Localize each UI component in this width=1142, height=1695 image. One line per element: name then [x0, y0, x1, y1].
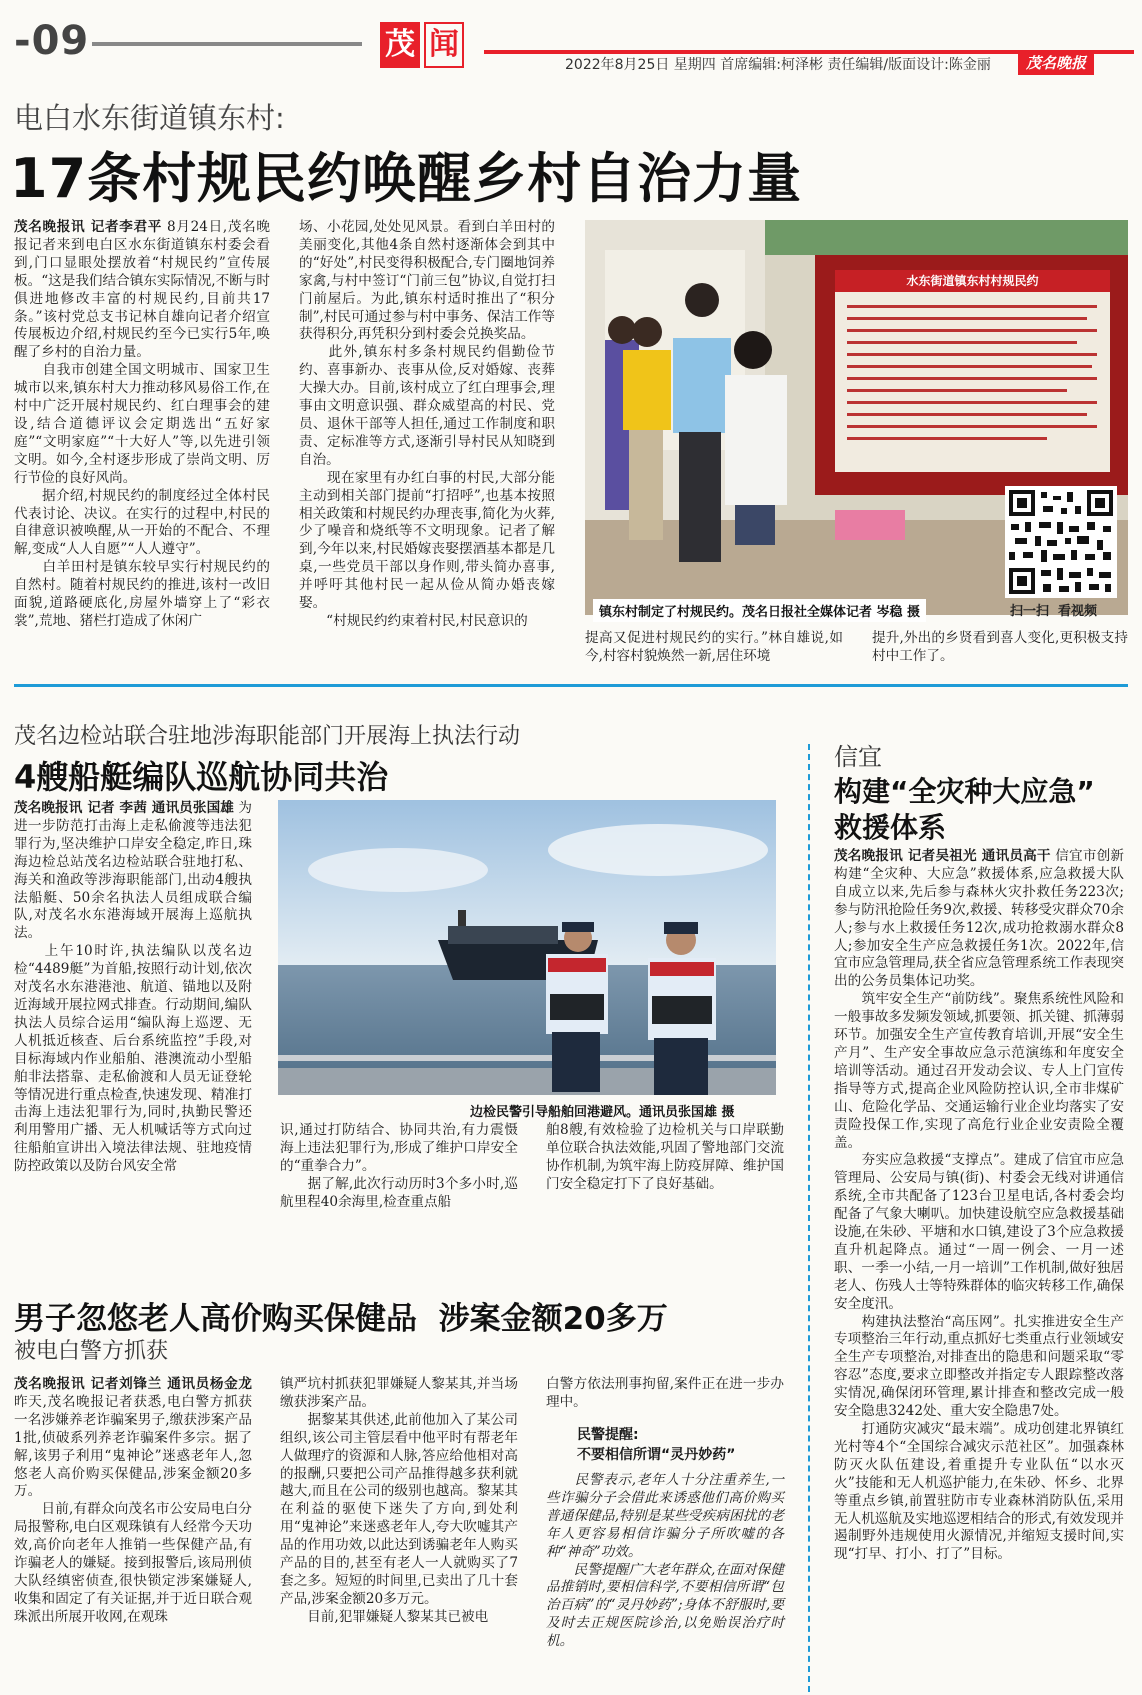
article1-divider — [14, 684, 1128, 687]
tip-body: 民警表示,老年人十分注重养生,一些诈骗分子会借此来诱惑他们高价购买普通保健品,特别是某些受疾病困扰的老年人更容易相信诈骗分子所吹嘘的各种“神奇”功效。 民警提醒广大老年群众,在面对保健品推销时,要相信科学,不要相信所谓“包治百病”的“灵丹妙药”;身体不舒服时,要及时去正规医院诊治,以免贻误治疗时机。 — [546, 1472, 784, 1650]
article2-col1: 茂名晚报讯 记者 李茜 通讯员张国雄 为进一步防范打击海上走私偷渡等违法犯罪行为,坚决维护口岸安全稳定,昨日,珠海边检总站茂名边检站联合驻地打私、海关和渔政等涉海职能部门,出动4艘执法船艇、50余名执法人员组成联合编队,对茂名水东港海域开展海上巡航执法。 上午10时许,执法编队以茂名边检“4489艇”为首船,按照行动计划,依次对茂名水东港港池、航道、锚地以及附近海域开展拉网式排查。行动期间,编队执法人员综合运用“编队海上巡逻、无人机抵近核查、后台系统监控”手段,对目标海域内作业船舶、港澳流动小型船舶非法搭靠、走私偷渡和人员无证登轮等情况进行重点检查,快速发现、精准打击海上违法犯罪行为,同时,执勤民警还利用警用广播、无人机喊话等方式向过往船舶宣讲出入境法律法规、驻地疫情防控政策以及防台风安全常 — [14, 800, 252, 1175]
byline: 茂名晚报讯 记者吴祖光 通讯员高干 — [834, 848, 1051, 864]
qr-caption: 扫一扫 看视频 — [1010, 604, 1098, 619]
article3-col2: 镇严坑村抓获犯罪嫌疑人黎某其,并当场缴获涉案产品。 据黎某其供述,此前他加入了某公司组织,该公司主管层看中他平时有帮老年人做理疗的资源和人脉,答应给他相对高的报酬,只要把公司产品推得越多获利就越大,而且在公司的级别也越高。黎某其在利益的驱使下迷失了方向,到处利用“鬼神论”来迷惑老年人,夸大吹嘘其产品的作用功效,以此达到诱骗老年人购买产品的目的,甚至有老人一人就购买了7套之多。短短的时间里,已卖出了几十套产品,涉案金额20多万元。 目前,犯罪嫌疑人黎某其已被电 — [280, 1376, 518, 1625]
photo1-caption: 镇东村制定了村规民约。茂名日报社全媒体记者 岑稳 摄 — [593, 599, 926, 622]
article4-body: 茂名晚报讯 记者吴祖光 通讯员高干 信宜市创新构建“全灾种、大应急”救援体系,应急救援大队自成立以来,先后参与森林火灾扑救任务223次;参与防汛抢险任务9次,救援、转移受灾群众70余人;参与水上救援任务12次,成功抢救溺水群众8人;参加安全生产应急救援任务1次。2022年,信宜市应急管理局,获全省应急管理系统工作表现突出的公务员集体记功奖。 筑牢安全生产“前防线”。聚焦系统性风险和一般事故多发频发领域,抓要领、抓关键、抓薄弱环节。加强安全生产宣传教育培训,开展“安全生产月”、生产安全事故应急示范演练和年度安全培训等活动。通过召开发动会议、专人上门宣传指导等方式,提高企业风险防控认识,全市非煤矿山、危险化学品、交通运输行业企业均落实了安责险投保工作,实现了高危行业企业安责险全覆盖。 夯实应急救援“支撑点”。建成了信宜市应急管理局、公安局与镇(街)、村委会无线对讲通信系统,全市共配备了123台卫星电话,各村委会均配备了气象大喇叭。加快建设航空应急救援基础设施,在朱砂、平塘和水口镇,建设了3个应急救援直升机起降点。通过“一周一例会、一月一述职、一季一小结,一月一培训”工作机制,做好独居老人、伤残人士等特殊群体的临灾转移工作,确保安全度汛。 构建执法整治“高压网”。扎实推进安全生产专项整治三年行动,重点抓好七类重点行业领域安全生产专项整治,对排查出的隐患和问题采取“零容忍”态度,要求立即整改并指定专人跟踪整改落实情况,确保闭环管理,累计排查和整改完成一般安全隐患3242处、重大安全隐患7处。 打通防灾减灾“最末端”。成功创建北界镇红光村等4个“全国综合减灾示范社区”。加强森林防灭火队伍建设,着重提升专业队伍“以水灭火”技能和无人机巡护能力,在朱砂、怀乡、北界等重点乡镇,前置驻防市专业森林消防队伍,采用无人机巡航及实地巡逻相结合的形式,有效发现并遏制野外违规使用火源情况,并缩短支援时间,实现“打早、打小、打了”目标。 — [834, 848, 1124, 1563]
qr-code-icon — [1005, 486, 1117, 598]
article1-col3: 提高又促进村规民约的实行。”林自雄说,如今,村容村貌焕然一新,居住环境 — [585, 630, 843, 664]
photo2-caption: 边检民警引导船舶回港避风。通讯员张国雄 摄 — [470, 1105, 735, 1120]
article1-col1: 茂名晚报讯 记者李君平 8月24日,茂名晚报记者来到电白区水东街道镇东村委会看到,门口显眼处摆放着“村规民约”宣传展板。“这是我们结合镇东实际情况,不断与时俱进地修改丰富的村规民约,目前共17条。”该村党总支书记林自雄向记者介绍宣传展板边介绍,村规民约至今已实行5年,唤醒了乡村的自治力量。 自我市创建全国文明城市、国家卫生城市以来,镇东村大力推动移风易俗工作,在村中广泛开展村规民约、红白理事会的建设,结合道德评议会定期选出“五好家庭”“文明家庭”“十大好人”等,以先进引领文明。如今,全村逐步形成了崇尚文明、厉行节俭的良好风尚。 据介绍,村规民约的制度经过全体村民代表讨论、决议。在实行的过程中,村民的自律意识被唤醒,从一开始的不配合、不理解,变成“人人自愿”“人人遵守”。 白羊田村是镇东较早实行村规民约的自然村。随着村规民约的推进,该村一改旧面貌,道路硬底化,房屋外墙穿上了“彩衣裳”,荒地、猪栏打造成了休闲广 — [14, 219, 270, 629]
page-number: -09 — [14, 18, 90, 64]
article3-col1: 茂名晚报讯 记者刘锋兰 通讯员杨金龙 昨天,茂名晚报记者获悉,电白警方抓获一名涉嫌养老诈骗案男子,缴获涉案产品1批,侦破系列养老诈骗案件多宗。据了解,该男子利用“鬼神论”迷惑老年人,忽悠老人高价购买保健品,涉案金额20多万。 日前,有群众向茂名市公安局电白分局报警称,电白区观珠镇有人经常今天功效,高价向老年人推销一些保健产品,有诈骗老人的嫌疑。接到报警后,该局刑侦大队经缜密侦查,很快锁定涉案嫌疑人,收集和固定了有关证据,并于近日联合观珠派出所展开收网,在观珠 — [14, 1376, 252, 1625]
byline: 茂名晚报讯 记者刘锋兰 通讯员杨金龙 — [14, 1376, 252, 1392]
column-divider — [808, 744, 810, 1692]
masthead-grey-rule — [92, 42, 362, 46]
section-char-box-1: 茂 — [380, 22, 420, 68]
article1-headline: 17条村规民约唤醒乡村自治力量 — [10, 147, 803, 210]
article2-kicker: 茂名边检站联合驻地涉海职能部门开展海上执法行动 — [14, 724, 521, 749]
article2-headline: 4艘船艇编队巡航协同共治 — [14, 758, 389, 796]
section-char-box-2: 闻 — [424, 22, 464, 68]
article1-kicker: 电白水东街道镇东村: — [14, 101, 285, 135]
masthead-info: 2022年8月25日 星期四 首席编辑:柯泽彬 责任编辑/版面设计:陈金丽 — [565, 57, 991, 73]
newspaper-logo: 茂名晚报 — [1018, 51, 1094, 75]
article1-col2: 场、小花园,处处见风景。看到白羊田村的美丽变化,其他4条自然村逐渐体会到其中的“好处”,村民变得积极配合,专门圈地饲养家禽,与村中签订“门前三包”协议,自觉打扫门前屋后。为此,镇东村适时推出了“积分制”,村民可通过参与村中事务、保洁工作等获得积分,再凭积分到村委会兑换奖品。 此外,镇东村多条村规民约倡勤俭节约、喜事新办、丧事从俭,反对婚嫁、丧葬大操大办。目前,该村成立了红白理事会,理事由文明意识强、群众威望高的村民、党员、退休干部等人担任,通过工作制度和职责、定标准等方式,逐渐引导村民从知晓到自治。 现在家里有办红白事的村民,大部分能主动到相关部门提前“打招呼”,也基本按照相关政策和村规民约办理丧事,简化为火葬,少了噪音和烧纸等不文明现象。记者了解到,今年以来,村民婚嫁丧娶摆酒基本都是几桌,一些党员干部以身作则,带头简办喜事,并呼吁其他村民一起从俭从简办婚丧嫁娶。 “村规民约约束着村民,村民意识的 — [299, 219, 555, 629]
byline: 茂名晚报讯 记者 李茜 通讯员张国雄 — [14, 800, 234, 816]
qr-code[interactable] — [1005, 486, 1117, 598]
board-title: 水东街道镇东村村规民约 — [906, 274, 1039, 288]
tip-heading: 民警提醒: — [577, 1427, 639, 1443]
article3-headline: 男子忽悠老人高价购买保健品 涉案金额20多万 — [14, 1301, 668, 1337]
article4-kicker: 信宜 — [834, 743, 882, 771]
patrol-photo-drawing — [278, 800, 776, 1095]
article4-headline-line1: 构建“全灾种大应急” — [834, 775, 1095, 808]
tip-title: 不要相信所谓“灵丹妙药” — [577, 1447, 736, 1463]
article2-col3: 舶8艘,有效检验了边检机关与口岸联勤单位联合执法效能,巩固了警地部门交流协作机制,为筑牢海上防疫屏障、维护国门安全稳定打下了良好基础。 — [546, 1122, 784, 1192]
masthead — [0, 0, 1142, 80]
article1-col4: 提升,外出的乡贤看到喜人变化,更积极支持村中工作了。 — [872, 630, 1128, 664]
article3-col3: 白警方依法刑事拘留,案件正在进一步办理中。 — [546, 1376, 784, 1410]
article3-subhead: 被电白警方抓获 — [14, 1339, 169, 1364]
article2-col2: 识,通过打防结合、协同共治,有力震慑海上违法犯罪行为,形成了维护口岸安全的“重拳合力”。 据了解,此次行动历时3个多小时,巡航里程40余海里,检查重点船 — [280, 1122, 518, 1210]
byline: 茂名晚报讯 记者李君平 — [14, 219, 163, 235]
article4-headline-line2: 救援体系 — [834, 811, 947, 844]
patrol-photo — [278, 800, 776, 1095]
